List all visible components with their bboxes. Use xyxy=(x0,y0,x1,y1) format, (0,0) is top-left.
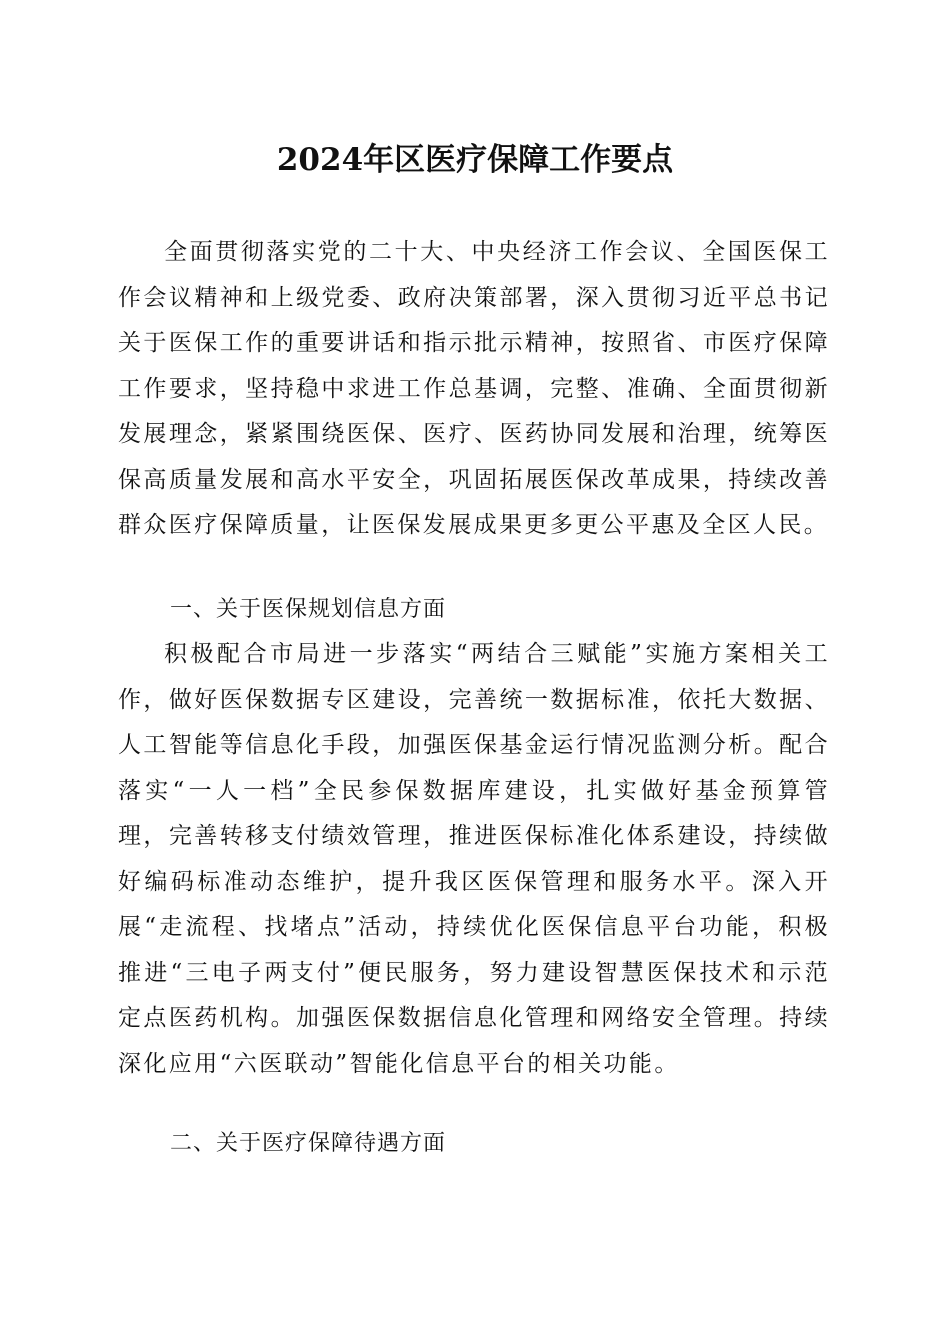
intro-paragraph: 全面贯彻落实党的二十大、中央经济工作会议、全国医保工作会议精神和上级党委、政府决策部署，深入贯彻习近平总书记关于医保工作的重要讲话和指示批示精神，按照省、市医疗保障工作要求，坚持稳中求进工作总基调，完整、准确、全面贯彻新发展理念，紧紧围绕医保、医疗、医药协同发展和治理，统筹医保高质量发展和高水平安全，巩固拓展医保改革成果，持续改善群众医疗保障质量，让医保发展成果更多更公平惠及全区人民。 xyxy=(118,239,830,538)
section-heading-2: 二、关于医疗保障待遇方面 xyxy=(170,1131,447,1156)
intro-block xyxy=(118,230,830,549)
document-title: 2024年区医疗保障工作要点 xyxy=(276,142,674,178)
section-heading-1: 一、关于医保规划信息方面 xyxy=(170,597,447,622)
section-1-paragraph: 积极配合市局进一步落实“两结合三赋能”实施方案相关工作，做好医保数据专区建设，完善统一数据标准，依托大数据、人工智能等信息化手段，加强医保基金运行情况监测分析。配合落实“一人一档”全民参保数据库建设，扎实做好基金预算管理，完善转移支付绩效管理，推进医保标准化体系建设，持续做好编码标准动态维护，提升我区医保管理和服务水平。深入开展“走流程、找堵点”活动，持续优化医保信息平台功能，积极推进“三电子两支付”便民服务，努力建设智慧医保技术和示范定点医药机构。加强医保数据信息化管理和网络安全管理。持续深化应用“六医联动”智能化信息平台的相关功能。 xyxy=(118,641,830,1077)
section-1-block xyxy=(118,632,830,1087)
